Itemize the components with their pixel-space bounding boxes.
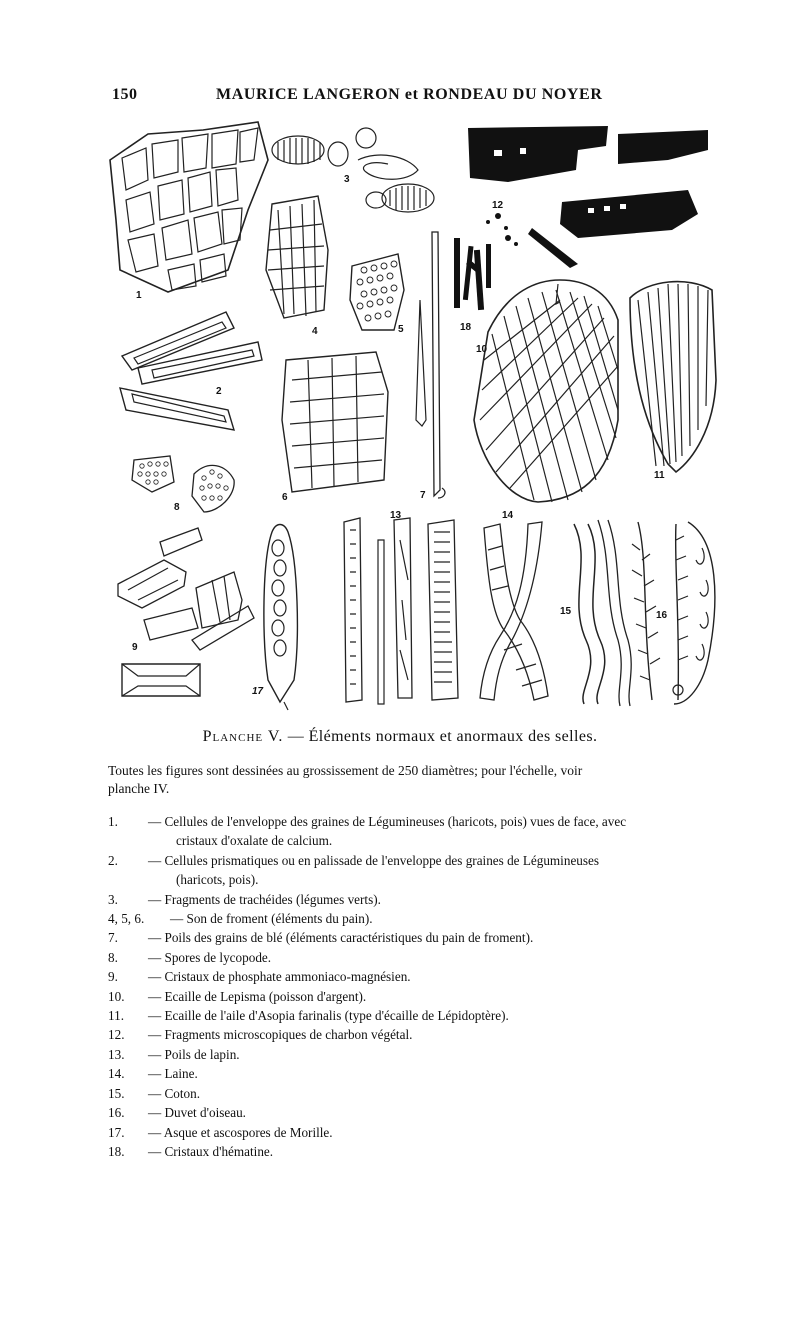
legend-item xyxy=(108,812,728,851)
legend-number: 13. xyxy=(108,1046,125,1062)
plate-caption-title: Éléments normaux et anormaux des selles. xyxy=(308,728,598,745)
figure-13-rabbit-hairs xyxy=(344,518,458,704)
figure-17-morel-ascus xyxy=(264,525,297,711)
legend-number: 16. xyxy=(108,1105,125,1121)
figure-10-lepisma-scale xyxy=(474,280,618,502)
plate-caption xyxy=(0,728,800,746)
plate-caption-dash: — xyxy=(287,728,305,745)
legend-item xyxy=(108,890,728,909)
legend-text: — Spores de lycopode. xyxy=(148,949,272,965)
legend-number: 11. xyxy=(108,1008,124,1024)
plate-caption-prefix: Planche V. xyxy=(202,728,284,745)
figure-4-bran xyxy=(266,196,328,318)
figure-label-1: 1 xyxy=(136,290,142,301)
figure-label-15: 15 xyxy=(560,606,572,617)
legend-number: 17. xyxy=(108,1124,125,1140)
intro-line-2: planche IV. xyxy=(108,781,170,796)
legend-number: 1. xyxy=(108,814,118,829)
figure-15-cotton xyxy=(574,520,631,706)
figure-8-lycopode-spores xyxy=(132,456,234,512)
legend-text: — Asque et ascospores de Morille. xyxy=(148,1124,333,1140)
legend-text: — Laine. xyxy=(148,1066,198,1082)
legend-number: 12. xyxy=(108,1027,125,1043)
legend-text: — Coton. xyxy=(148,1085,201,1101)
figure-label-3: 3 xyxy=(344,174,350,185)
figure-12-charcoal-fragments xyxy=(468,126,708,268)
intro-line-1: Toutes les figures sont dessinées au grossissement de 250 diamètres; pour l'échelle, voir xyxy=(108,763,583,778)
legend-number: 15. xyxy=(108,1085,125,1101)
legend-text: — Poils de lapin. xyxy=(148,1046,240,1062)
figure-label-14: 14 xyxy=(502,510,514,521)
legend-continuation: (haricots, pois). xyxy=(176,872,259,888)
legend-number: 10. xyxy=(108,988,125,1004)
plate-illustration xyxy=(108,120,728,720)
figure-1-seed-coat-cells xyxy=(110,122,268,292)
legend-item xyxy=(108,1103,728,1122)
figure-label-5: 5 xyxy=(398,324,404,335)
figure-label-4: 4 xyxy=(312,326,318,337)
legend-text: — Cellules de l'enveloppe des graines de Légumineuses (haricots, pois) vues de face, avec xyxy=(148,814,627,829)
legend-item xyxy=(108,1025,728,1044)
legend-text: — Duvet d'oiseau. xyxy=(148,1105,246,1121)
legend-number: 8. xyxy=(108,949,118,965)
legend-text: — Ecaille de l'aile d'Asopia farinalis (type d'écaille de Lépidoptère). xyxy=(148,1008,509,1024)
legend-continuation: cristaux d'oxalate de calcium. xyxy=(176,833,333,849)
legend-item xyxy=(108,909,728,928)
figure-label-12: 12 xyxy=(492,200,504,211)
legend-item xyxy=(108,948,728,967)
legend-number: 3. xyxy=(108,891,118,907)
figure-label-10: 10 xyxy=(476,344,488,355)
figure-label-6: 6 xyxy=(282,492,288,503)
legend-item xyxy=(108,1123,728,1142)
legend-number: 18. xyxy=(108,1143,125,1159)
legend-text: — Cristaux d'hématine. xyxy=(148,1143,274,1159)
legend-item xyxy=(108,928,728,947)
page-number: 150 xyxy=(112,86,138,103)
legend-item xyxy=(108,1045,728,1064)
legend-number: 9. xyxy=(108,969,118,985)
figure-11-asopia-scale xyxy=(630,282,716,472)
legend-item xyxy=(108,967,728,986)
legend-item xyxy=(108,1084,728,1103)
legend-number: 2. xyxy=(108,852,118,868)
figure-label-18: 18 xyxy=(460,322,472,333)
legend-text: — Ecaille de Lepisma (poisson d'argent). xyxy=(148,988,367,1004)
figure-label-9: 9 xyxy=(132,642,138,653)
running-head: MAURICE LANGERON et RONDEAU DU NOYER xyxy=(216,86,603,103)
legend-item xyxy=(108,1142,728,1161)
legend-item xyxy=(108,1006,728,1025)
figure-5-bran-cells xyxy=(350,254,404,330)
legend-text: — Fragments microscopiques de charbon végétal. xyxy=(148,1027,413,1043)
figure-label-8: 8 xyxy=(174,502,180,513)
figure-9-phosphate-crystals xyxy=(118,528,254,696)
figure-legend xyxy=(108,812,728,1161)
figure-2-palisade-cells xyxy=(120,312,262,430)
figure-label-7: 7 xyxy=(420,490,426,501)
legend-text: — Fragments de trachéides (légumes verts). xyxy=(148,891,381,907)
legend-text: — Son de froment (éléments du pain). xyxy=(170,911,373,927)
figure-18-hematin-crystals xyxy=(454,238,491,310)
legend-text: — Poils des grains de blé (éléments caractéristiques du pain de froment). xyxy=(148,930,534,946)
page-header xyxy=(112,86,728,110)
figure-16-bird-down xyxy=(632,522,715,704)
figure-14-wool xyxy=(480,522,548,700)
figure-label-13: 13 xyxy=(390,510,402,521)
legend-number: 7. xyxy=(108,930,118,946)
figure-label-17: 17 xyxy=(252,686,264,697)
figure-label-11: 11 xyxy=(654,470,665,481)
legend-number: 4, 5, 6. xyxy=(108,911,145,927)
legend-text: — Cristaux de phosphate ammoniaco-magnésien. xyxy=(148,969,411,985)
legend-item xyxy=(108,1064,728,1083)
figure-7-wheat-hairs xyxy=(416,232,445,498)
legend-item xyxy=(108,987,728,1006)
figure-6-bran-cells xyxy=(282,352,388,492)
figure-label-16: 16 xyxy=(656,610,668,621)
figure-label-2: 2 xyxy=(216,386,222,397)
legend-item xyxy=(108,851,728,890)
legend-text: — Cellules prismatiques ou en palissade de l'enveloppe des graines de Légumineuses xyxy=(148,852,600,868)
legend-number: 14. xyxy=(108,1066,125,1082)
intro-paragraph xyxy=(108,762,728,798)
